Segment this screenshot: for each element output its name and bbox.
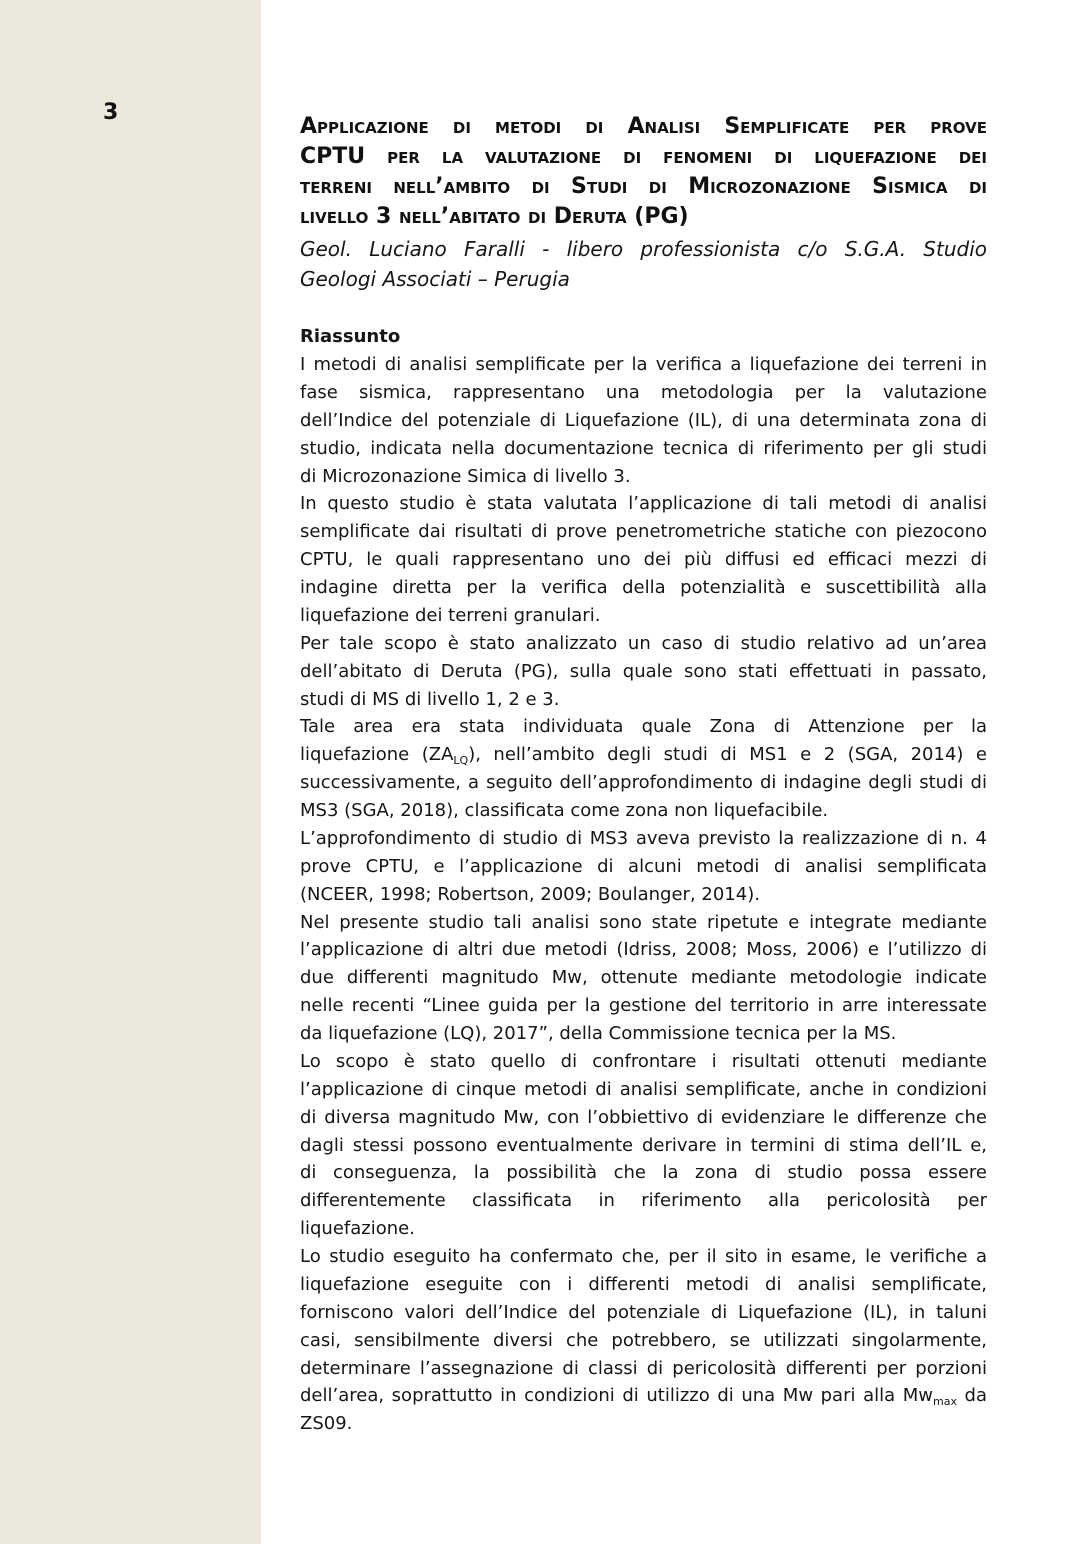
text-line: due differenti magnitudo Mw, ottenute mediante metodologie indicate xyxy=(300,967,987,989)
author-line: Geologi Associati – Perugia xyxy=(300,267,570,291)
text-line: di Microzonazione Simica di livello 3. xyxy=(300,465,631,487)
text-line: successivamente, a seguito dell’approfondimento di indagine degli studi di xyxy=(300,772,987,794)
text-line: Lo scopo è stato quello di confrontare i risultati ottenuti mediante xyxy=(300,1050,987,1072)
title-line: livello 3 nell’abitato di Deruta (PG) xyxy=(300,204,689,229)
text-line: di conseguenza, la possibilità che la zona di studio possa essere xyxy=(300,1162,987,1184)
text-line: Lo studio eseguito ha confermato che, per il sito in esame, le verifiche a xyxy=(300,1246,987,1267)
page-number: 3 xyxy=(103,100,119,125)
text-line: Nel presente studio tali analisi sono state ripetute e integrate mediante xyxy=(300,911,987,933)
text-line: studio, indicata nella documentazione tecnica di riferimento per gli studi xyxy=(300,437,987,459)
text-line: ZS09. xyxy=(300,1413,353,1435)
title-line: terreni nell’ambito di Studi di Microzonazione Sismica di xyxy=(300,174,987,199)
text-run: da xyxy=(956,1385,987,1407)
abstract-heading: Riassunto xyxy=(300,326,401,347)
text-run: dell’area, soprattutto in condizioni di utilizzo di una Mw pari alla Mw xyxy=(300,1385,933,1407)
text-line: l’applicazione di altri due metodi (Idriss, 2008; Moss, 2006) e l’utilizzo di xyxy=(300,939,987,961)
text-line: forniscono valori dell’Indice del potenziale di Liquefazione (IL), in taluni xyxy=(300,1301,987,1323)
text-line: da liquefazione (LQ), 2017”, della Commissione tecnica per la MS. xyxy=(300,1023,897,1044)
paper-title xyxy=(300,112,987,232)
text-line: semplificate dai risultati di prove penetrometriche statiche con piezocono xyxy=(300,521,987,543)
title-line: CPTU per la valutazione di fenomeni di liquefazione dei xyxy=(300,144,987,169)
sidebar-band xyxy=(0,0,261,1544)
abstract-paragraph xyxy=(300,490,987,629)
text-line: di diversa magnitudo Mw, con l’obbiettivo di evidenziare le differenze che xyxy=(300,1106,987,1128)
text-line: Per tale scopo è stato analizzato un caso di studio relativo ad un’area xyxy=(300,632,987,654)
text-line: Tale area era stata individuata quale Zona di Attenzione per la xyxy=(300,716,987,738)
text-line: studi di MS di livello 1, 2 e 3. xyxy=(300,688,560,710)
subscript: LQ xyxy=(453,754,469,768)
text-line: l’applicazione di cinque metodi di analisi semplificate, anche in condizioni xyxy=(300,1078,987,1100)
text-line: nelle recenti “Linee guida per la gestione del territorio in arre interessate xyxy=(300,995,987,1017)
text-line: liquefazione. xyxy=(300,1218,415,1240)
text-line: I metodi di analisi semplificate per la verifica a liquefazione dei terreni in xyxy=(300,354,987,375)
text-line: liquefazione dei terreni granulari. xyxy=(300,604,601,626)
abstract-paragraph xyxy=(300,630,987,714)
text-line: MS3 (SGA, 2018), classificata come zona non liquefacibile. xyxy=(300,800,829,821)
text-line: In questo studio è stata valutata l’applicazione di tali metodi di analisi xyxy=(300,493,987,515)
article xyxy=(300,112,987,1438)
text-line xyxy=(300,1382,987,1410)
text-line: (NCEER, 1998; Robertson, 2009; Boulanger, 2014). xyxy=(300,883,760,905)
text-line xyxy=(300,741,987,769)
abstract-body xyxy=(300,351,987,1438)
text-line: dagli stessi possono eventualmente derivare in termini di stima dell’IL e, xyxy=(300,1134,987,1156)
text-line: differentemente classificata in riferimento alla pericolosità per xyxy=(300,1190,987,1212)
text-line: indagine diretta per la verifica della potenzialità e suscettibilità alla xyxy=(300,577,987,598)
text-run: ), nell’ambito degli studi di MS1 e 2 (SGA, 2014) e xyxy=(468,744,987,766)
title-line: Applicazione di metodi di Analisi Semplificate per prove xyxy=(300,114,987,139)
text-line: dell’abitato di Deruta (PG), sulla quale sono stati effettuati in passato, xyxy=(300,660,987,682)
text-line: dell’Indice del potenziale di Liquefazione (IL), di una determinata zona di xyxy=(300,409,987,431)
text-line: casi, sensibilmente diversi che potrebbero, se utilizzati singolarmente, xyxy=(300,1329,987,1351)
author-affiliation xyxy=(300,234,987,294)
text-line: CPTU, le quali rappresentano uno dei più diffusi ed efficaci mezzi di xyxy=(300,549,987,571)
abstract-paragraph xyxy=(300,909,987,1048)
text-line: L’approfondimento di studio di MS3 aveva previsto la realizzazione di n. 4 xyxy=(300,827,987,849)
text-line: prove CPTU, e l’applicazione di alcuni metodi di analisi semplificata xyxy=(300,855,987,877)
abstract-paragraph xyxy=(300,1048,987,1243)
text-line: determinare l’assegnazione di classi di pericolosità differenti per porzioni xyxy=(300,1357,987,1379)
text-line: liquefazione eseguite con i differenti metodi di analisi semplificate, xyxy=(300,1273,987,1295)
abstract-paragraph xyxy=(300,1243,987,1438)
abstract-paragraph xyxy=(300,713,987,825)
subscript: max xyxy=(932,1395,957,1409)
author-line: Geol. Luciano Faralli - libero professionista c/o S.G.A. Studio xyxy=(300,237,987,261)
abstract-paragraph xyxy=(300,825,987,909)
abstract-paragraph xyxy=(300,351,987,490)
text-line: fase sismica, rappresentano una metodologia per la valutazione xyxy=(300,381,987,403)
text-run: liquefazione (ZA xyxy=(300,744,454,766)
